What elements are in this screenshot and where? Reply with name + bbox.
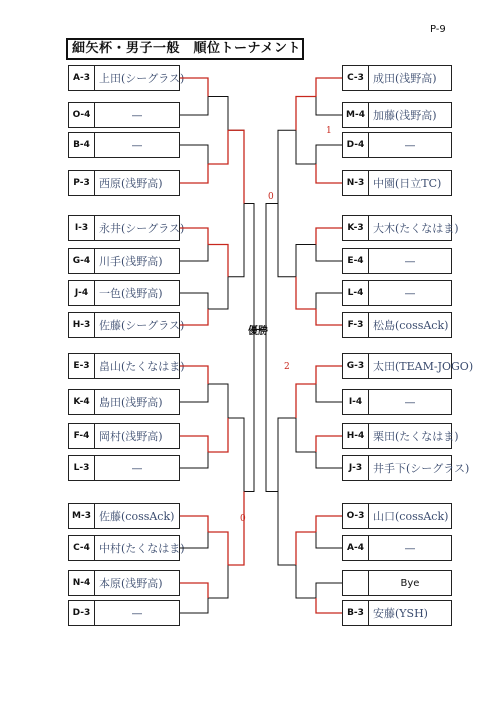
- bracket-line: [316, 78, 342, 115]
- bracket-line: [316, 516, 342, 532]
- player-name: 本原(浅野高): [99, 577, 163, 590]
- seed-code: I-3: [69, 216, 95, 240]
- bracket-line: [180, 309, 208, 325]
- player-name: 島田(浅野高): [99, 396, 163, 409]
- score-mark: 0: [240, 514, 246, 524]
- seed-code: C-3: [343, 66, 369, 90]
- bracket-line: [316, 309, 342, 325]
- bracket-line: [208, 532, 228, 598]
- seed-code: F-3: [343, 313, 369, 337]
- bracket-line: [278, 418, 296, 565]
- bracket-line: [208, 245, 228, 310]
- bracket-line: [316, 164, 342, 183]
- player-name: —: [404, 254, 416, 268]
- bracket-line: [316, 228, 342, 261]
- seed-code: K-4: [69, 390, 95, 414]
- bracket-line: [228, 418, 244, 565]
- seed-code: J-4: [69, 281, 95, 305]
- bracket-line: [208, 97, 228, 165]
- seed-code: N-4: [69, 571, 95, 595]
- bracket-line: [296, 277, 316, 309]
- seed-code: A-4: [343, 536, 369, 560]
- seed-code: G-3: [343, 354, 369, 378]
- player-name: 安藤(YSH): [373, 607, 428, 620]
- seed-code: J-3: [343, 456, 369, 480]
- seed-code: D-4: [343, 133, 369, 157]
- seed-code: B-3: [343, 601, 369, 625]
- bracket-line: [180, 293, 208, 325]
- score-mark: 0: [268, 192, 274, 202]
- bracket-line: [180, 583, 208, 613]
- bracket-line: [316, 293, 342, 325]
- player-name: 佐藤(cossAck): [99, 510, 175, 523]
- player-name: 岡村(浅野高): [99, 430, 163, 443]
- seed-code: H-4: [343, 424, 369, 448]
- seed-code: C-4: [69, 536, 95, 560]
- bracket-line: [296, 97, 316, 131]
- player-name: 山口(cossAck): [373, 510, 449, 523]
- player-name: 栗田(たくなはま): [373, 430, 459, 443]
- bracket-line: [180, 228, 208, 261]
- player-name: 中村(たくなはま): [99, 542, 185, 555]
- bracket-line: [180, 436, 208, 452]
- bracket-line: [316, 366, 342, 402]
- seed-code: E-4: [343, 249, 369, 273]
- page-number: P-9: [430, 24, 446, 35]
- bracket-line: [296, 532, 316, 565]
- seed-code: L-4: [343, 281, 369, 305]
- bracket-line: [278, 130, 296, 277]
- player-name: —: [404, 286, 416, 300]
- seed-code: O-4: [69, 103, 95, 127]
- player-name: —: [131, 138, 143, 152]
- player-name: 松島(cossAck): [373, 319, 449, 332]
- bracket-line: [316, 145, 342, 183]
- bracket-line: [208, 418, 228, 452]
- bracket-line: [296, 384, 316, 418]
- score-mark: 2: [284, 362, 290, 372]
- player-name: Bye: [400, 577, 420, 589]
- bracket-line: [228, 130, 244, 277]
- seed-code: B-4: [69, 133, 95, 157]
- player-name: 上田(シーグラス): [99, 72, 185, 85]
- seed-code: G-4: [69, 249, 95, 273]
- seed-code: N-3: [343, 171, 369, 195]
- bracket-line: [316, 436, 342, 452]
- bracket-line: [296, 532, 316, 598]
- player-name: 西原(浅野高): [99, 177, 163, 190]
- seed-code: P-3: [69, 171, 95, 195]
- bracket-line: [180, 516, 208, 532]
- bracket-line: [316, 583, 342, 613]
- bracket-line: [316, 228, 342, 245]
- seed-code: D-3: [69, 601, 95, 625]
- seed-code: M-4: [343, 103, 369, 127]
- tournament-title: 細矢杯・男子一般 順位トーナメント: [66, 38, 304, 60]
- seed-code: F-4: [69, 424, 95, 448]
- seed-code: I-4: [343, 390, 369, 414]
- bracket-line: [180, 366, 208, 384]
- player-name: 佐藤(シーグラス): [99, 319, 185, 332]
- bracket-line: [180, 366, 208, 402]
- player-name: 一色(浅野高): [99, 287, 163, 300]
- bracket-line: [316, 366, 342, 384]
- bracket-line: [180, 583, 208, 598]
- player-name: —: [131, 461, 143, 475]
- bracket-line: [296, 97, 316, 165]
- bracket-line: [180, 164, 208, 183]
- seed-code: L-3: [69, 456, 95, 480]
- bracket-line: [180, 228, 208, 245]
- bracket-line: [266, 204, 278, 492]
- score-mark: 1: [326, 126, 332, 136]
- bracket-line: [316, 516, 342, 548]
- bracket-line: [180, 78, 208, 97]
- bracket-line: [296, 384, 316, 452]
- bracket-line: [244, 204, 254, 492]
- player-name: —: [404, 541, 416, 555]
- bracket-line: [180, 145, 208, 183]
- player-name: 畠山(たくなはま): [99, 360, 185, 373]
- player-name: 加藤(浅野高): [373, 109, 437, 122]
- player-name: —: [131, 108, 143, 122]
- seed-code: H-3: [69, 313, 95, 337]
- bracket-line: [316, 598, 342, 613]
- player-name: 井手下(シーグラス): [373, 462, 470, 475]
- player-name: 永井(シーグラス): [99, 222, 185, 235]
- player-name: 太田(TEAM-JOGO): [373, 360, 474, 373]
- seed-code: M-3: [69, 504, 95, 528]
- player-name: 大木(たくなはま): [373, 222, 459, 235]
- player-name: —: [404, 395, 416, 409]
- player-name: 中園(日立TC): [373, 177, 442, 190]
- player-name: 川手(浅野高): [99, 255, 163, 268]
- bracket-line: [296, 245, 316, 310]
- bracket-line: [208, 130, 228, 164]
- bracket-line: [180, 78, 208, 115]
- seed-code: E-3: [69, 354, 95, 378]
- bracket-line: [208, 384, 228, 452]
- bracket-line: [180, 436, 208, 468]
- bracket-line: [316, 436, 342, 468]
- bracket-line: [228, 492, 244, 566]
- champion-label: 優勝: [248, 326, 268, 337]
- player-name: —: [131, 606, 143, 620]
- seed-code: A-3: [69, 66, 95, 90]
- bracket-line: [208, 245, 228, 277]
- player-name: 成田(浅野高): [373, 72, 437, 85]
- bracket-line: [228, 130, 244, 203]
- bracket-line: [208, 532, 228, 565]
- seed-code: O-3: [343, 504, 369, 528]
- player-name: —: [404, 138, 416, 152]
- seed-code: K-3: [343, 216, 369, 240]
- bracket-line: [316, 78, 342, 97]
- bracket-line: [180, 516, 208, 548]
